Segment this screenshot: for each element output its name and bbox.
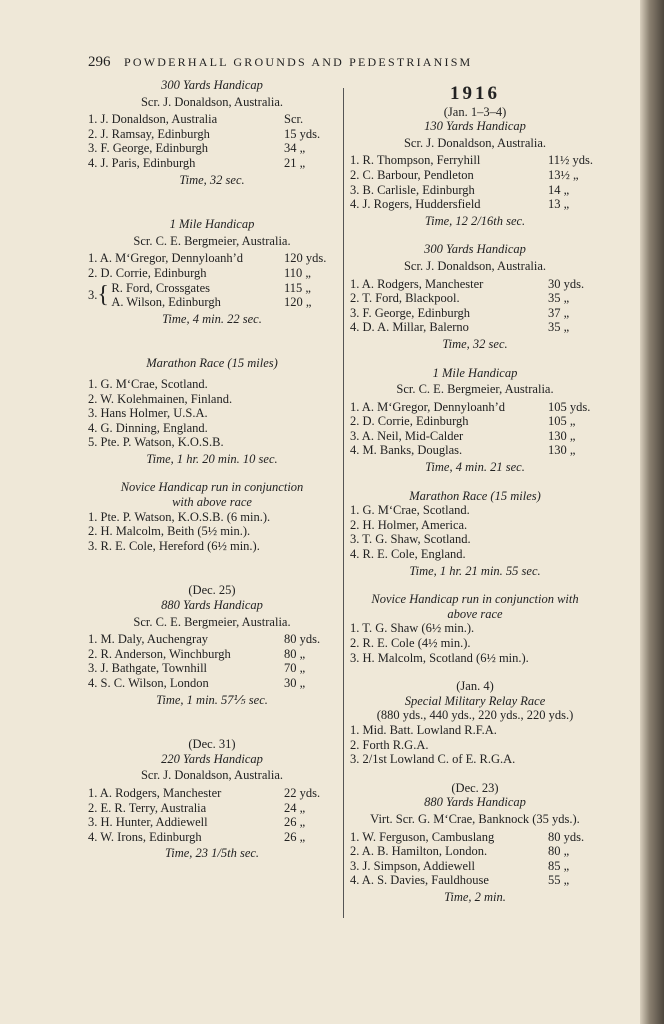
- event-title: Marathon Race (15 miles): [146, 356, 278, 371]
- result-row: 2. A. B. Hamilton, London. 80 „: [350, 844, 570, 859]
- tie-position: 3.: [88, 287, 98, 302]
- result-line: 1. T. G. Shaw (6½ min.).: [350, 621, 475, 636]
- result-row: 2. C. Barbour, Pendleton 13½ „: [350, 167, 579, 182]
- result-row: 3. A. Neil, Mid-Calder 130 „: [350, 428, 576, 443]
- result-line: 1. Mid. Batt. Lowland R.F.A.: [350, 722, 497, 737]
- race-time: Time, 32 sec.: [179, 172, 245, 187]
- result-row: 4. D. A. Millar, Balerno 35 „: [350, 320, 570, 335]
- event-title: Special Military Relay Race: [404, 693, 546, 708]
- result-line: 5. Pte. P. Watson, K.O.S.B.: [88, 435, 224, 450]
- result-row: 3. H. Hunter, Addiewell 26 „: [88, 815, 306, 830]
- race-time: Time, 2 min.: [444, 889, 506, 904]
- event-title: 130 Yards Handicap: [424, 119, 526, 134]
- result-row: 1. A. Rodgers, Manchester 22 yds.: [88, 785, 321, 800]
- result-line: 3. Hans Holmer, U.S.A.: [88, 406, 208, 421]
- result-line: 2. R. E. Cole (4½ min.).: [350, 636, 471, 650]
- result-row: 4. W. Irons, Edinburgh 26 „: [88, 829, 306, 844]
- result-line: 1. Pte. P. Watson, K.O.S.B. (6 min.).: [88, 509, 271, 524]
- result-row: 1. W. Ferguson, Cambuslang 80 yds.: [350, 829, 585, 844]
- result-row: 3. J. Simpson, Addiewell 85 „: [350, 858, 570, 873]
- result-row: R. Ford, Crossgates 115 „: [111, 280, 311, 295]
- race-date: (Jan. 1–3–4): [443, 104, 507, 119]
- event-title: 220 Yards Handicap: [161, 751, 263, 766]
- result-line: 3. 2/1st Lowland C. of E. R.G.A.: [350, 752, 516, 767]
- race-time: Time, 32 sec.: [442, 336, 508, 351]
- result-row: 2. J. Ramsay, Edinburgh 15 yds.: [88, 126, 321, 141]
- result-row: 2. E. R. Terry, Australia 24 „: [88, 800, 306, 815]
- race-time: Time, 4 min. 21 sec.: [425, 460, 525, 475]
- result-row: 4. M. Banks, Douglas. 130 „: [350, 443, 576, 458]
- tie-bracket: {: [97, 281, 109, 308]
- race-time: Time, 1 hr. 20 min. 10 sec.: [146, 451, 278, 466]
- scratch-line: Scr. C. E. Bergmeier, Australia.: [396, 382, 554, 397]
- result-row: 1. A. M‘Gregor, Dennyloanh’d 120 yds.: [88, 251, 327, 266]
- event-title: Marathon Race (15 miles): [409, 488, 541, 503]
- result-line: 1. G. M‘Crae, Scotland.: [88, 376, 208, 391]
- scratch-line: Scr. J. Donaldson, Australia.: [140, 94, 283, 109]
- scratch-line: Scr. J. Donaldson, Australia.: [403, 258, 546, 273]
- right-column: [350, 78, 600, 905]
- result-row: 1. A. M‘Gregor, Dennyloanh’d 105 yds.: [350, 399, 591, 414]
- result-line: 2. H. Malcolm, Beith (5½ min.).: [88, 524, 251, 539]
- result-line: 4. R. E. Cole, England.: [350, 547, 466, 562]
- result-row: A. Wilson, Edinburgh 120 „: [111, 295, 312, 310]
- race-date: (Jan. 4): [456, 679, 494, 694]
- page-number: 296: [88, 54, 111, 70]
- result-line: 3. T. G. Shaw, Scotland.: [350, 532, 471, 547]
- result-line: 1. G. M‘Crae, Scotland.: [350, 503, 470, 518]
- race-time: Time, 23 1/5th sec.: [164, 846, 260, 861]
- result-row: 2. D. Corrie, Edinburgh 105 „: [350, 414, 576, 429]
- scratch-line: Scr. C. E. Bergmeier, Australia.: [133, 233, 291, 248]
- result-row: 4. J. Rogers, Huddersfield 13 „: [350, 197, 570, 212]
- result-line: 2. W. Kolehmainen, Finland.: [88, 391, 233, 406]
- race-date: (Dec. 23): [451, 780, 499, 795]
- column-divider: [343, 88, 344, 918]
- event-title: 300 Yards Handicap: [424, 242, 526, 257]
- event-title: 300 Yards Handicap: [161, 78, 263, 92]
- result-row: 1. A. Rodgers, Manchester 30 yds.: [350, 276, 585, 291]
- result-row: 4. J. Paris, Edinburgh 21 „: [88, 155, 306, 170]
- event-title: above race: [447, 606, 503, 621]
- running-title: POWDERHALL GROUNDS AND PEDESTRIANISM: [124, 55, 473, 69]
- race-time: Time, 12 2/16th sec.: [424, 213, 526, 228]
- result-line: 2. Forth R.G.A.: [350, 737, 429, 752]
- event-title: with above race: [172, 495, 252, 510]
- book-spine-shadow: [640, 0, 664, 1024]
- result-row: 1. M. Daly, Auchengray 80 yds.: [88, 632, 321, 647]
- left-column: [88, 78, 336, 861]
- result-row: 1. R. Thompson, Ferryhill 11½ yds.: [350, 153, 594, 168]
- tied-result: [88, 281, 336, 310]
- race-time: Time, 4 min. 22 sec.: [162, 311, 262, 326]
- event-title: 1 Mile Handicap: [169, 217, 255, 232]
- scratch-line: Scr. C. E. Bergmeier, Australia.: [133, 614, 291, 629]
- page-header: [88, 54, 568, 71]
- race-date: (Dec. 25): [188, 583, 236, 598]
- result-row: 2. D. Corrie, Edinburgh 110 „: [88, 265, 311, 280]
- result-row: 3. F. George, Edinburgh 34 „: [88, 141, 306, 156]
- result-row: 3. J. Bathgate, Townhill 70 „: [88, 661, 306, 676]
- event-title: 880 Yards Handicap: [161, 598, 263, 613]
- result-row: 2. R. Anderson, Winchburgh 80 „: [88, 646, 306, 661]
- scratch-line: Scr. J. Donaldson, Australia.: [140, 768, 283, 783]
- result-row: 3. F. George, Edinburgh 37 „: [350, 305, 570, 320]
- scratch-line: Virt. Scr. G. M‘Crae, Banknock (35 yds.).: [370, 811, 580, 826]
- result-row: 2. T. Ford, Blackpool. 35 „: [350, 291, 570, 306]
- result-line: 4. G. Dinning, England.: [88, 420, 208, 435]
- result-row: 1. J. Donaldson, Australia Scr.: [88, 112, 304, 127]
- event-title: Novice Handicap run in conjunction with: [371, 592, 579, 607]
- event-title: 880 Yards Handicap: [424, 795, 526, 810]
- result-row: 4. S. C. Wilson, London 30 „: [88, 676, 306, 690]
- event-title: Novice Handicap run in conjunction: [120, 480, 304, 495]
- race-time: Time, 1 hr. 21 min. 55 sec.: [409, 563, 541, 578]
- result-line: 3. H. Malcolm, Scotland (6½ min.).: [350, 650, 529, 665]
- race-time: Time, 1 min. 57⅕ sec.: [156, 692, 268, 707]
- result-line: 2. H. Holmer, America.: [350, 517, 468, 532]
- result-row: 3. B. Carlisle, Edinburgh 14 „: [350, 182, 570, 197]
- relay-distances: (880 yds., 440 yds., 220 yds., 220 yds.): [376, 708, 574, 723]
- result-row: 4. A. S. Davies, Fauldhouse 55 „: [350, 873, 570, 888]
- race-date: (Dec. 31): [188, 737, 236, 752]
- scratch-line: Scr. J. Donaldson, Australia.: [403, 135, 546, 150]
- year-heading: 1916: [450, 83, 500, 104]
- event-title: 1 Mile Handicap: [432, 365, 518, 380]
- result-line: 3. R. E. Cole, Hereford (6½ min.).: [88, 538, 260, 553]
